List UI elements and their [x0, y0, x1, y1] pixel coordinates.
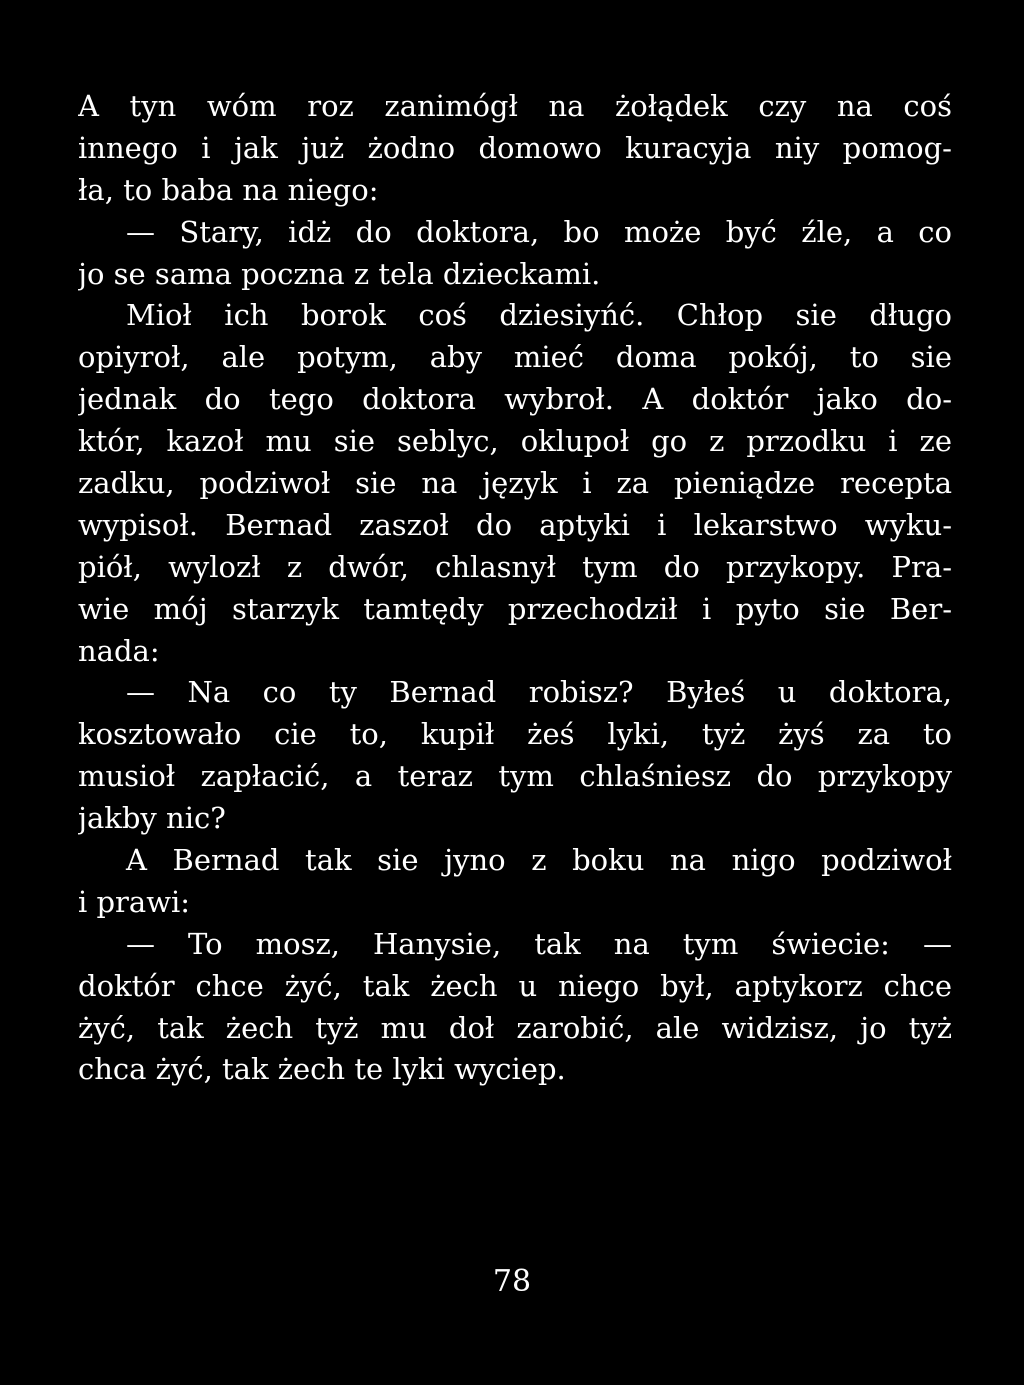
text-line: doktór chce żyć, tak żech u niego był, aptykorz chce	[78, 968, 952, 1003]
text-line: A tyn wóm roz zanimógł na żołądek czy na coś	[78, 89, 952, 123]
text-line: — Stary, idż do doktora, bo może być źle, a co	[126, 214, 952, 249]
text-line: — To mosz, Hanysie, tak na tym świecie: —	[126, 926, 952, 961]
text-line: wie mój starzyk tamtędy przechodził i pyto sie Ber-	[78, 591, 952, 626]
text-line: jakby nic?	[78, 801, 226, 836]
body-text	[78, 86, 952, 1091]
text-line: piół, wylozł z dwór, chlasnył tym do przykopy. Pra-	[78, 549, 952, 584]
text-line: zadku, podziwoł sie na język i za pieniądze recepta	[78, 466, 952, 501]
text-line: i prawi:	[78, 884, 191, 919]
text-line: jednak do tego doktora wybroł. A doktór jako do-	[78, 382, 952, 417]
text-line: A Bernad tak sie jyno z boku na nigo podziwoł	[126, 843, 952, 878]
text-line: musioł zapłacić, a teraz tym chlaśniesz do przykopy	[78, 759, 952, 794]
text-line: Mioł ich borok coś dziesiyńć. Chłop sie długo	[126, 298, 952, 333]
text-line: któr, kazoł mu sie seblyc, oklupoł go z przodku i ze	[78, 424, 952, 459]
text-line: wypisoł. Bernad zaszoł do aptyki i lekarstwo wyku-	[78, 507, 952, 542]
page-number: 78	[492, 1264, 532, 1299]
text-line: chca żyć, tak żech te lyki wyciep.	[78, 1052, 566, 1087]
text-line: kosztowało cie to, kupił żeś lyki, tyż żyś za to	[78, 717, 952, 752]
text-line: opiyroł, ale potym, aby mieć doma pokój, to sie	[78, 340, 952, 375]
text-line: jo se sama poczna z tela dzieckami.	[78, 256, 601, 291]
text-line: innego i jak już żodno domowo kuracyja niy pomog-	[78, 130, 952, 165]
text-line: — Na co ty Bernad robisz? Byłeś u doktora,	[126, 675, 952, 710]
text-line: ła, to baba na niego:	[78, 172, 379, 207]
text-line: nada:	[78, 633, 160, 668]
text-line: żyć, tak żech tyż mu doł zarobić, ale widzisz, jo tyż	[78, 1010, 952, 1045]
